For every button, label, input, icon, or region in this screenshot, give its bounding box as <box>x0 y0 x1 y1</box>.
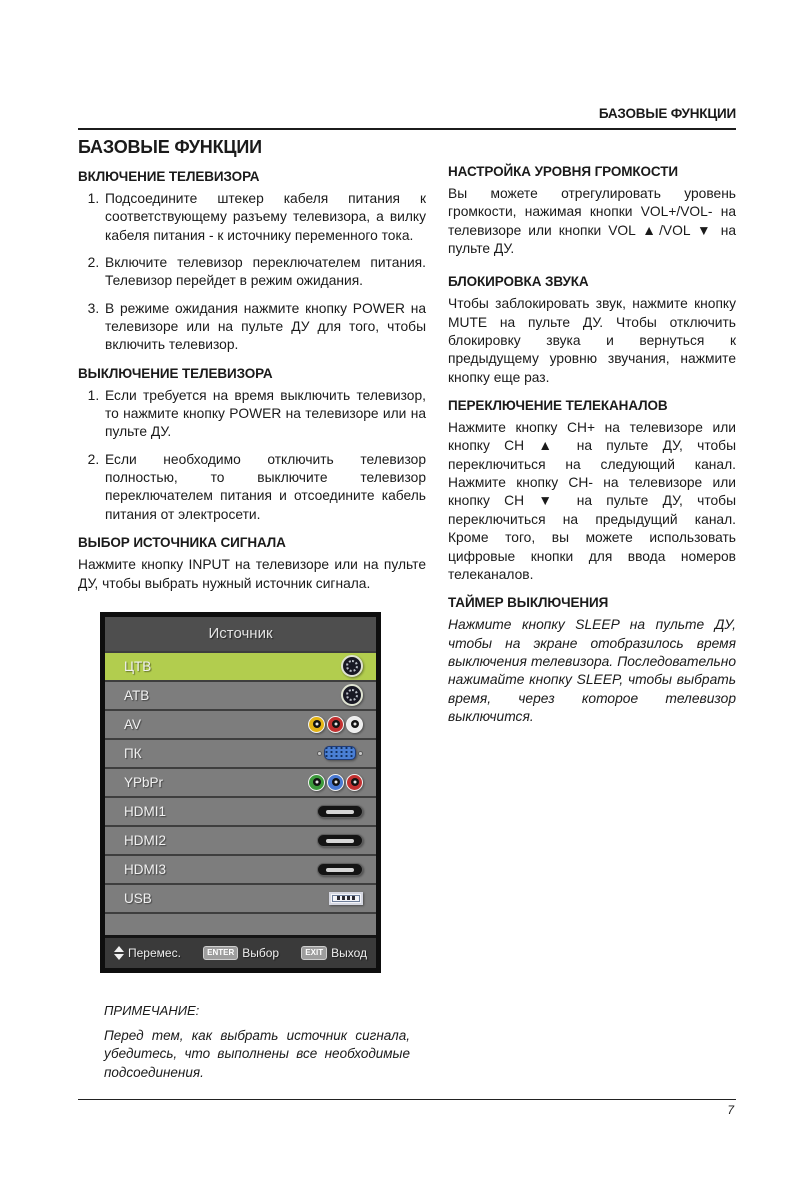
tv-menu-row-av <box>105 709 376 738</box>
section-heading-mute: БЛОКИРОВКА ЗВУКА <box>448 274 589 290</box>
tv-menu-row-label: ЦТВ <box>124 658 152 674</box>
rca-yellow-icon <box>308 716 325 733</box>
left-column <box>78 137 426 1083</box>
rca-green-icon <box>308 774 325 791</box>
rca-blue-icon <box>327 774 344 791</box>
exit-hint-label: Выход <box>331 945 367 960</box>
power-off-steps <box>78 387 426 524</box>
note-text: Перед тем, как выбрать источник сигнала, убедитесь, что выполнены все необходимые подсоединения. <box>104 1027 410 1081</box>
tv-menu-row-ypbpr <box>105 767 376 796</box>
section-heading-input-select: ВЫБОР ИСТОЧНИКА СИГНАЛА <box>78 535 286 551</box>
usb-connector-icon <box>329 892 363 905</box>
header-rule <box>78 128 736 130</box>
two-column-layout <box>78 137 736 1083</box>
tv-menu-row-usb <box>105 883 376 912</box>
tv-menu-row-hdmi3 <box>105 854 376 883</box>
tv-menu-row-label: HDMI1 <box>124 803 167 819</box>
up-down-arrows-icon <box>114 946 124 960</box>
note-block <box>104 1003 410 1083</box>
move-hint <box>114 946 181 960</box>
mute-paragraph: Чтобы заблокировать звук, нажмите кнопку MUTE на пульте ДУ. Чтобы отключить блокировку звука и вернуться к предыдущему уровню звучания, нажмите кнопку еще раз. <box>448 296 736 385</box>
rca-component-connectors-icon <box>308 774 363 791</box>
usb-pin <box>342 896 345 900</box>
page-footer <box>78 1099 736 1117</box>
hdmi-connector-icon <box>317 863 363 876</box>
usb-pin <box>337 896 340 900</box>
tv-menu-row-hdmi1 <box>105 796 376 825</box>
enter-hint <box>203 946 279 960</box>
page-number: 7 <box>727 1103 734 1117</box>
tv-menu-row-label: HDMI3 <box>124 861 167 877</box>
list-item: 3. В режиме ожидания нажмите кнопку POWER на телевизоре или на пульте ДУ для того, чтобы включить телевизор. <box>103 300 426 355</box>
tv-menu-row-ctv <box>105 651 376 680</box>
hdmi-connector-icon <box>317 805 363 818</box>
section-heading-channels: ПЕРЕКЛЮЧЕНИЕ ТЕЛЕКАНАЛОВ <box>448 398 668 414</box>
tv-menu-title: Источник <box>105 617 376 651</box>
enter-key-badge: ENTER <box>203 946 238 960</box>
note-heading: ПРИМЕЧАНИЕ: <box>104 1002 200 1018</box>
tv-menu-row-pc <box>105 738 376 767</box>
tv-menu-footer <box>105 935 376 968</box>
vga-screw-icon <box>317 751 322 756</box>
usb-pin <box>347 896 350 900</box>
tv-source-menu-figure <box>100 612 381 973</box>
page-title: БАЗОВЫЕ ФУНКЦИИ <box>78 137 262 157</box>
footer-rule <box>78 1099 736 1100</box>
section-heading-power-off: ВЫКЛЮЧЕНИЕ ТЕЛЕВИЗОРА <box>78 365 273 381</box>
vga-body-icon <box>324 746 356 760</box>
section-heading-power-on: ВКЛЮЧЕНИЕ ТЕЛЕВИЗОРА <box>78 169 260 184</box>
enter-hint-label: Выбор <box>242 945 280 960</box>
exit-key-badge: EXIT <box>301 946 327 960</box>
rca-white-icon <box>346 716 363 733</box>
tv-menu-row-label: ПК <box>124 745 142 761</box>
volume-paragraph: Вы можете отрегулировать уровень громкости, нажимая кнопки VOL+/VOL- на телевизоре или кнопки VOL ▲/VOL ▼ на пульте ДУ. <box>448 186 736 257</box>
input-select-paragraph: Нажмите кнопку INPUT на телевизоре или на пульте ДУ, чтобы выбрать нужный источник сигнала. <box>78 557 426 591</box>
vga-screw-icon <box>358 751 363 756</box>
rca-red-icon <box>346 774 363 791</box>
tv-menu-row-atv <box>105 680 376 709</box>
list-item: 2. Если необходимо отключить телевизор полностью, то выключите телевизор переключателем питания и отсоедините кабель питания от электросети. <box>103 451 426 524</box>
tv-menu-row-label: USB <box>124 890 152 906</box>
power-on-steps <box>78 190 426 355</box>
tv-menu-row-label: АТВ <box>124 687 150 703</box>
running-header: БАЗОВЫЕ ФУНКЦИИ <box>598 106 736 121</box>
section-heading-volume: НАСТРОЙКА УРОВНЯ ГРОМКОСТИ <box>448 164 678 179</box>
coax-connector-icon <box>341 684 363 706</box>
move-hint-label: Перемес. <box>128 945 181 960</box>
tv-menu-row-label: YPbPr <box>124 774 164 790</box>
vga-connector-icon <box>317 746 363 760</box>
list-item: 1. Если требуется на время выключить телевизор, то нажмите кнопку POWER на телевизоре или на пульте ДУ. <box>103 387 426 442</box>
channels-paragraph: Нажмите кнопку CH+ на телевизоре или кнопку CH ▲ на пульте ДУ, чтобы переключиться на следующий канал. Нажмите кнопку CH- на телевизоре или кнопку CH ▼ на пульте ДУ, чтобы переключиться на предыдущий канал. Кроме того, вы можете использовать цифровые кнопки для ввода номеров телеканалов. <box>448 420 736 582</box>
exit-hint <box>301 946 367 960</box>
hdmi-connector-icon <box>317 834 363 847</box>
list-item: 2. Включите телевизор переключателем питания. Телевизор перейдет в режим ожидания. <box>103 254 426 291</box>
tv-menu-row-hdmi2 <box>105 825 376 854</box>
tv-menu-row-empty <box>105 912 376 935</box>
section-heading-sleep: ТАЙМЕР ВЫКЛЮЧЕНИЯ <box>448 595 609 611</box>
list-item: 1. Подсоедините штекер кабеля питания к соответствующему разъему телевизора, а вилку кабеля питания - к источнику переменного тока. <box>103 190 426 245</box>
sleep-paragraph: Нажмите кнопку SLEEP на пульте ДУ, чтобы на экране отобразилось время выключения телевизора. Последовательно нажимайте кнопку SLEEP, чтобы выбрать время, через которое телевизор выключится. <box>448 617 736 724</box>
rca-red-icon <box>327 716 344 733</box>
tv-menu-row-label: AV <box>124 716 142 732</box>
right-column <box>448 137 736 1083</box>
tv-menu-row-label: HDMI2 <box>124 832 167 848</box>
coax-connector-icon <box>341 655 363 677</box>
rca-av-connectors-icon <box>308 716 363 733</box>
usb-pin <box>352 896 355 900</box>
